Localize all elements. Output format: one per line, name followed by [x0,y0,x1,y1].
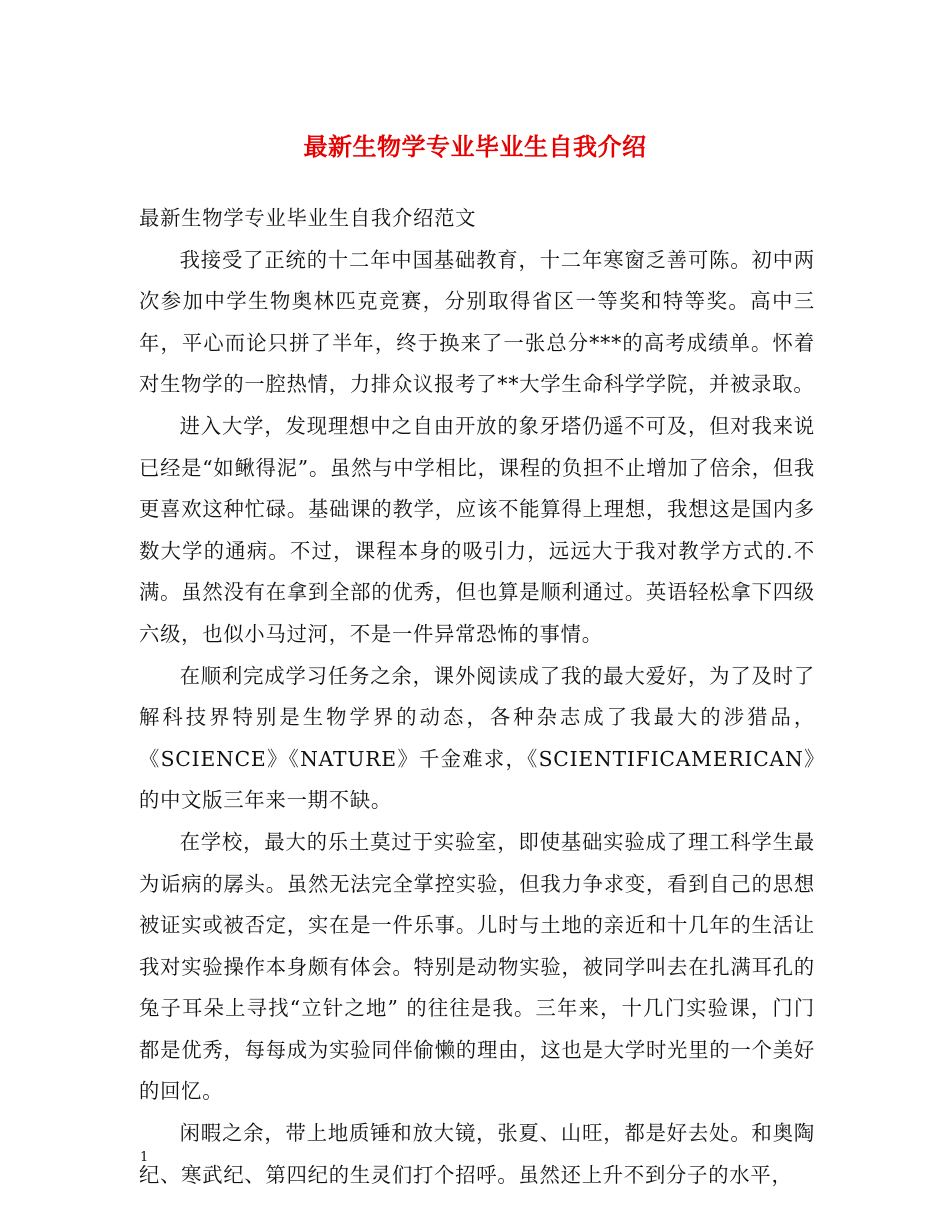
document-body [139,198,815,1196]
document-title: 最新生物学专业毕业生自我介绍 [303,133,647,161]
paragraph: 进入大学，发现理想中之自由开放的象牙塔仍遥不可及，但对我来说已经是“如鳅得泥”。虽然与中学相比，课程的负担不止增加了倍余，但我更喜欢这种忙碌。基础课的教学，应该不能算得上理想，我想这是国内多数大学的通病。不过，课程本身的吸引力，远远大于我对教学方式的.不满。虽然没有在拿到全部的优秀，但也算是顺利通过。英语轻松拿下四级六级，也似小马过河，不是一件异常恐怖的事情。 [139,413,815,646]
paragraph: 我接受了正统的十二年中国基础教育，十二年寒窗乏善可陈。初中两次参加中学生物奥林匹克竞赛，分别取得省区一等奖和特等奖。高中三年，平心而论只拼了半年，终于换来了一张总分***的高考成绩单。怀着对生物学的一腔热情，力排众议报考了**大学生命科学学院，并被录取。 [139,247,815,397]
paragraph: 闲暇之余，带上地质锤和放大镜，张夏、山旺，都是好去处。和奥陶纪、寒武纪、第四纪的生灵们打个招呼。虽然还上升不到分子的水平， [139,1121,815,1187]
paragraph: 在学校，最大的乐土莫过于实验室，即使基础实验成了理工科学生最为诟病的孱头。虽然无法完全掌控实验，但我力争求变，看到自己的思想被证实或被否定，实在是一件乐事。儿时与土地的亲近和十几年的生活让我对实验操作本身颇有体会。特别是动物实验，被同学叫去在扎满耳孔的兔子耳朵上寻找“立针之地” 的往往是我。三年来，十几门实验课，门门都是优秀，每每成为实验同伴偷懒的理由，这也是大学时光里的一个美好的回忆。 [139,829,815,1104]
document-subtitle: 最新生物学专业毕业生自我介绍范文 [139,206,477,230]
page-number: 1 [140,1150,149,1165]
paragraph: 在顺利完成学习任务之余，课外阅读成了我的最大爱好，为了及时了解科技界特别是生物学界的动态，各种杂志成了我最大的涉猎品，《SCIENCE》《NATURE》千金难求，《SCIENTIFICAMERICAN》的中文版三年来一期不缺。 [139,663,815,813]
